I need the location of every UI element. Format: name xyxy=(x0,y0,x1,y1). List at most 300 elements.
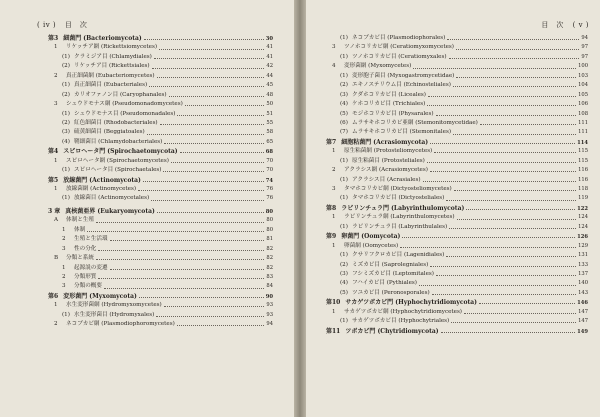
entry-page-number: 140 xyxy=(578,280,588,287)
header-title: 目 次 xyxy=(64,21,88,29)
dot-leader xyxy=(147,134,265,135)
entry-page-number: 90 xyxy=(265,293,273,300)
entry-title: ツユカビ目 (Peronosporales) xyxy=(352,289,430,296)
dot-leader xyxy=(139,297,264,298)
entry-number: 3 xyxy=(62,245,66,252)
entry-number: 2 xyxy=(62,236,66,243)
dot-leader xyxy=(479,303,575,304)
entry-title: ツノホコリカビ目 (Ceratiomyxales) xyxy=(352,53,447,60)
entry-number: (3) xyxy=(340,270,348,277)
entry-title: エキノステリウム目 (Echinosteliales) xyxy=(352,82,451,89)
entry-page-number: 93 xyxy=(266,302,273,309)
entry-title: アクラシス網 (Acrasiomycetes) xyxy=(344,167,428,174)
entry-title: 性の分化 xyxy=(74,245,97,252)
right-page-header xyxy=(538,20,592,30)
toc-entry xyxy=(48,311,273,320)
entry-page-number: 114 xyxy=(577,139,588,146)
entry-title: スピロヘータ網 (Spirochaetomycetes) xyxy=(66,157,169,164)
entry-title: ムラサキホコリカビ目 (Stemonitales) xyxy=(352,129,452,136)
dot-leader xyxy=(456,49,579,50)
entry-title: カリオファノン目 (Caryophanales) xyxy=(74,91,167,98)
toc-entry xyxy=(48,273,273,282)
entry-number: 第11 xyxy=(326,327,341,335)
entry-number: (2) xyxy=(62,91,70,98)
entry-number: 3 章 xyxy=(48,207,61,215)
entry-page-number: 84 xyxy=(266,283,273,290)
dot-leader xyxy=(163,171,264,172)
entry-number: (2) xyxy=(62,63,70,70)
entry-title: ネコブカビ網 (Plasmodiophoromycetes) xyxy=(66,321,175,328)
dot-leader xyxy=(144,39,264,40)
toc-entry xyxy=(48,194,273,203)
entry-page-number: 76 xyxy=(266,195,273,202)
entry-page-number: 76 xyxy=(266,186,273,192)
entry-number: 第7 xyxy=(326,138,337,146)
entry-title: 生殖と生活環 xyxy=(74,236,108,243)
entry-number: 1 xyxy=(54,44,58,51)
entry-number: 第3 xyxy=(48,35,59,42)
entry-page-number: 80 xyxy=(266,217,273,224)
entry-number: (1) xyxy=(62,167,70,174)
toc-entry xyxy=(48,81,273,90)
entry-page-number: 97 xyxy=(581,53,588,60)
entry-page-number: 82 xyxy=(266,264,273,271)
entry-title: 体制 xyxy=(74,226,86,233)
dot-leader xyxy=(157,77,265,78)
toc-entry xyxy=(48,320,273,329)
entry-title: 細菌門 (Bacteriomycota) xyxy=(63,35,142,42)
entry-number: (1) xyxy=(62,311,70,318)
toc-entry xyxy=(326,289,588,298)
entry-number: (1) xyxy=(62,195,70,202)
table-of-contents-left xyxy=(48,34,273,330)
entry-title: サカゲツボカビ目 (Hyphochytriales) xyxy=(352,318,450,325)
entry-number: (4) xyxy=(340,280,348,287)
toc-entry xyxy=(48,292,273,301)
entry-title: 放線菌目 (Actinomycetales) xyxy=(74,195,150,202)
toc-entry xyxy=(326,261,588,270)
toc-entry xyxy=(326,194,588,203)
entry-title: 真核菌亜界 (Eukaryomycota) xyxy=(65,207,155,215)
entry-number: (1) xyxy=(340,318,348,325)
entry-title: 起源説の変遷 xyxy=(74,264,108,271)
dot-leader xyxy=(177,115,264,116)
entry-number: 1 xyxy=(332,308,336,315)
toc-entry xyxy=(326,81,588,90)
entry-page-number: 147 xyxy=(578,308,588,315)
dot-leader xyxy=(446,256,576,257)
entry-title: ラビリンチュラ網 (Labyrinthulomycetes) xyxy=(344,214,455,221)
toc-entry xyxy=(326,43,588,52)
entry-title: 真正細菌目 (Eubacteriales) xyxy=(74,82,148,89)
toc-entry xyxy=(48,138,273,147)
entry-number: 3 xyxy=(62,283,66,290)
entry-page-number: 41 xyxy=(266,44,273,51)
page-number: ( v ) xyxy=(572,21,589,29)
toc-entry xyxy=(326,204,588,213)
dot-leader xyxy=(185,105,265,106)
dot-leader xyxy=(427,162,576,163)
dot-leader xyxy=(446,200,576,201)
entry-number: 1 xyxy=(332,214,336,221)
entry-page-number: 45 xyxy=(266,82,273,89)
entry-page-number: 44 xyxy=(266,72,273,79)
entry-number: (1) xyxy=(62,110,70,117)
entry-number: (3) xyxy=(62,129,70,136)
entry-page-number: 137 xyxy=(578,270,588,277)
dot-leader xyxy=(454,190,576,191)
entry-title: 硫黄細菌目 (Beggiatoales) xyxy=(74,129,145,136)
toc-entry xyxy=(48,100,273,109)
toc-entry xyxy=(326,147,588,156)
dot-leader xyxy=(430,171,576,172)
entry-page-number: 48 xyxy=(266,91,273,98)
toc-entry xyxy=(326,308,588,317)
entry-title: リケッチア目 (Rickettsiales) xyxy=(74,63,150,70)
toc-entry xyxy=(48,128,273,137)
dot-leader xyxy=(171,162,265,163)
entry-page-number: 104 xyxy=(578,82,588,89)
entry-title: ネコブカビ目 (Plasmodiophorales) xyxy=(352,35,446,41)
dot-leader xyxy=(96,222,264,223)
entry-page-number: 42 xyxy=(266,63,273,70)
entry-page-number: 124 xyxy=(578,214,588,221)
entry-page-number: 70 xyxy=(266,167,273,174)
entry-number: (7) xyxy=(340,129,348,136)
left-page xyxy=(0,0,294,417)
entry-page-number: 82 xyxy=(266,245,273,252)
entry-title: 放線菌門 (Actinomycota) xyxy=(63,176,141,184)
dot-leader xyxy=(436,115,577,116)
entry-title: 変形菌網 (Myxomycetes) xyxy=(344,63,412,70)
toc-entry xyxy=(326,298,588,307)
toc-entry xyxy=(326,128,588,137)
entry-page-number: 100 xyxy=(578,63,588,70)
entry-number: 2 xyxy=(54,321,58,328)
entry-title: 分類の概要 xyxy=(74,283,102,290)
entry-number: (6) xyxy=(340,119,348,126)
toc-entry xyxy=(48,207,273,216)
book-gutter xyxy=(294,0,306,417)
entry-page-number: 111 xyxy=(578,119,588,126)
toc-entry xyxy=(48,72,273,81)
toc-entry xyxy=(48,264,273,273)
dot-leader xyxy=(156,316,264,317)
dot-leader xyxy=(154,58,265,59)
entry-title: クダホコリカビ目 (Liceales) xyxy=(352,91,426,98)
dot-leader xyxy=(466,209,575,210)
toc-entry xyxy=(326,232,588,241)
entry-number: 2 xyxy=(62,273,66,280)
entry-number: (1) xyxy=(340,157,348,164)
entry-number: (5) xyxy=(340,110,348,117)
entry-title: スピロヘータ目 (Spirochaetales) xyxy=(74,167,162,174)
entry-number: (3) xyxy=(340,91,348,98)
entry-title: フシミズカビ目 (Leptomitales) xyxy=(352,270,434,277)
entry-number: 1 xyxy=(62,226,66,233)
entry-page-number: 82 xyxy=(266,255,273,262)
entry-number: (2) xyxy=(62,119,70,126)
dot-leader xyxy=(449,228,576,229)
entry-number: (1) xyxy=(340,252,348,259)
entry-number: (2) xyxy=(340,261,348,268)
dot-leader xyxy=(453,86,576,87)
entry-number: 2 xyxy=(54,72,58,79)
toc-entry xyxy=(326,317,588,326)
toc-entry xyxy=(326,327,588,336)
toc-entry xyxy=(326,72,588,81)
entry-page-number: 55 xyxy=(266,119,273,126)
dot-leader xyxy=(430,266,576,267)
toc-entry xyxy=(326,110,588,119)
entry-number: (4) xyxy=(340,101,348,108)
dot-leader xyxy=(456,77,576,78)
dot-leader xyxy=(434,152,576,153)
entry-title: 変形菌門 (Myxomycota) xyxy=(63,292,137,300)
entry-number: 第5 xyxy=(48,176,59,184)
toc-entry xyxy=(48,235,273,244)
dot-leader xyxy=(453,134,576,135)
entry-page-number: 133 xyxy=(578,261,588,268)
entry-title: 変形胞子菌目 (Myxogastromycetidae) xyxy=(352,72,455,79)
dot-leader xyxy=(427,105,576,106)
entry-page-number: 143 xyxy=(578,289,588,296)
entry-page-number: 50 xyxy=(266,101,273,108)
entry-title: ムラサキホコリカビ亜網 (Stemonitomycetidae) xyxy=(352,119,478,126)
toc-entry xyxy=(48,43,273,52)
dot-leader xyxy=(449,58,580,59)
entry-title: ラビリンチュラ目 (Labyrinthulales) xyxy=(352,223,448,230)
entry-number: (1) xyxy=(340,72,348,79)
toc-entry xyxy=(48,301,273,310)
toc-entry xyxy=(326,176,588,185)
dot-leader xyxy=(151,200,264,201)
dot-leader xyxy=(87,231,264,232)
entry-title: モジホコリカビ目 (Physarales) xyxy=(352,110,434,117)
dot-leader xyxy=(164,143,264,144)
entry-title: 原生粘菌目 (Protosteliales) xyxy=(352,157,425,164)
entry-number: 第6 xyxy=(48,292,59,300)
entry-title: ミズカビ目 (Saprolegniales) xyxy=(352,261,429,268)
dot-leader xyxy=(96,259,264,260)
entry-page-number: 74 xyxy=(265,177,273,184)
toc-entry xyxy=(326,119,588,128)
toc-entry xyxy=(48,254,273,263)
entry-title: タマホコリカビ網 (Dictyosteliomycetes) xyxy=(344,186,452,192)
entry-title: サカゲツボカビ門 (Hyphochytridiomycota) xyxy=(345,299,478,307)
dot-leader xyxy=(164,306,265,307)
entry-title: タマホコリカビ目 (Dictyosteliales) xyxy=(352,195,445,202)
entry-page-number: 30 xyxy=(265,36,273,42)
entry-title: 真正細菌網 (Eubacteriomycetes) xyxy=(66,72,155,79)
toc-entry xyxy=(326,53,588,62)
dot-leader xyxy=(110,269,265,270)
dot-leader xyxy=(138,190,264,191)
entry-number: A xyxy=(54,217,59,224)
entry-title: ケホコリカビ目 (Trichiales) xyxy=(352,101,426,108)
entry-page-number: 106 xyxy=(578,101,588,108)
dot-leader xyxy=(157,212,264,213)
dot-leader xyxy=(160,124,265,125)
entry-title: 体制と生殖 xyxy=(66,217,94,224)
toc-entry xyxy=(48,166,273,175)
entry-title: シュウドモナス網 (Pseudomonadomycetes) xyxy=(66,101,183,108)
toc-entry xyxy=(326,251,588,260)
toc-entry xyxy=(326,91,588,100)
dot-leader xyxy=(423,181,577,182)
dot-leader xyxy=(428,96,576,97)
entry-number: (1) xyxy=(62,53,70,60)
toc-entry xyxy=(326,166,588,175)
entry-page-number: 103 xyxy=(578,72,588,79)
page-number: ( iv ) xyxy=(37,21,57,29)
dot-leader xyxy=(159,49,264,50)
dot-leader xyxy=(419,285,576,286)
entry-title: 分類形質 xyxy=(74,273,97,280)
entry-title: ツボカビ門 (Chytridiomycota) xyxy=(345,327,439,335)
toc-entry xyxy=(48,282,273,291)
table-of-contents-right xyxy=(326,34,588,336)
dot-leader xyxy=(430,143,575,144)
entry-number: 1 xyxy=(54,186,58,192)
toc-entry xyxy=(326,138,588,147)
dot-leader xyxy=(177,325,265,326)
entry-page-number: 105 xyxy=(578,91,588,98)
entry-number: 第9 xyxy=(326,233,337,241)
entry-title: 放線菌網 (Actinomycetes) xyxy=(66,186,137,192)
entry-title: シュウドモナス目 (Pseudomonadales) xyxy=(74,110,176,117)
entry-page-number: 129 xyxy=(578,242,588,249)
entry-number: 2 xyxy=(332,167,336,174)
dot-leader xyxy=(441,332,576,333)
dot-leader xyxy=(457,219,577,220)
entry-number: (1) xyxy=(340,223,348,230)
entry-number: 4 xyxy=(332,63,336,70)
entry-page-number: 116 xyxy=(578,167,588,174)
entry-number: (1) xyxy=(340,176,348,183)
entry-title: 水生変形菌目 (Hydromyxales) xyxy=(74,311,155,318)
entry-number: (1) xyxy=(340,35,348,41)
right-page xyxy=(306,0,600,417)
entry-title: リケッチア網 (Rickettsiomycetes) xyxy=(66,44,158,51)
entry-page-number: 58 xyxy=(266,129,273,136)
entry-page-number: 81 xyxy=(266,236,273,243)
entry-page-number: 80 xyxy=(266,226,273,233)
toc-entry xyxy=(48,62,273,71)
entry-page-number: 83 xyxy=(266,273,273,280)
entry-number: 1 xyxy=(54,302,58,309)
entry-page-number: 94 xyxy=(581,35,588,41)
toc-entry xyxy=(326,242,588,251)
entry-page-number: 149 xyxy=(577,328,588,335)
entry-page-number: 122 xyxy=(577,205,588,212)
dot-leader xyxy=(402,237,575,238)
dot-leader xyxy=(110,240,265,241)
entry-title: アクラシス目 (Acrasiales) xyxy=(352,176,421,183)
entry-page-number: 51 xyxy=(266,110,273,117)
entry-number: (5) xyxy=(340,289,348,296)
entry-page-number: 124 xyxy=(578,223,588,230)
toc-entry xyxy=(326,62,588,71)
toc-entry xyxy=(326,100,588,109)
toc-entry xyxy=(48,147,273,156)
entry-title: 卵菌網 (Oomycetes) xyxy=(344,242,399,249)
entry-number: 3 xyxy=(332,44,336,51)
dot-leader xyxy=(436,275,576,276)
entry-page-number: 65 xyxy=(266,138,273,145)
toc-entry xyxy=(326,157,588,166)
entry-page-number: 108 xyxy=(578,110,588,117)
entry-title: クラミジア目 (Chlamydiales) xyxy=(74,53,152,60)
entry-title: 細胞粘菌門 (Acrasiomycota) xyxy=(341,138,429,146)
dot-leader xyxy=(413,68,576,69)
entry-number: 1 xyxy=(332,242,336,249)
entry-page-number: 146 xyxy=(577,300,588,307)
dot-leader xyxy=(432,294,576,295)
entry-title: 卵菌門 (Oomycota) xyxy=(341,233,401,241)
dot-leader xyxy=(149,86,264,87)
toc-entry xyxy=(48,110,273,119)
toc-entry xyxy=(326,213,588,222)
entry-page-number: 116 xyxy=(578,176,588,183)
entry-number: 1 xyxy=(62,264,66,271)
entry-page-number: 93 xyxy=(266,311,273,318)
toc-entry xyxy=(326,223,588,232)
entry-title: 紅色細菌目 (Rhodobacteriales) xyxy=(74,119,158,126)
entry-page-number: 131 xyxy=(578,252,588,259)
entry-number: B xyxy=(54,255,59,262)
dot-leader xyxy=(98,250,264,251)
entry-title: 原生粘菌網 (Protosteliomycetes) xyxy=(344,148,433,155)
entry-page-number: 111 xyxy=(578,129,588,136)
entry-number: (1) xyxy=(340,53,348,60)
entry-page-number: 94 xyxy=(266,321,273,328)
header-title: 目 次 xyxy=(541,21,564,29)
entry-title: ラビリンチュラ門 (Labyrinthulomycota) xyxy=(341,204,465,212)
entry-page-number: 115 xyxy=(578,148,588,155)
entry-number: 3 xyxy=(54,101,58,108)
entry-number: 第10 xyxy=(326,299,341,307)
entry-page-number: 80 xyxy=(265,208,273,215)
entry-title: ツノホコリカビ網 (Ceratiomyxomycetes) xyxy=(344,44,454,51)
dot-leader xyxy=(451,322,576,323)
dot-leader xyxy=(480,124,576,125)
toc-entry xyxy=(48,185,273,194)
dot-leader xyxy=(143,181,264,182)
entry-number: 1 xyxy=(332,148,336,155)
entry-number: 1 xyxy=(54,157,58,164)
dot-leader xyxy=(180,152,264,153)
dot-leader xyxy=(152,68,265,69)
entry-page-number: 119 xyxy=(578,195,588,202)
entry-number: 第8 xyxy=(326,204,337,212)
entry-page-number: 97 xyxy=(581,44,588,51)
entry-title: 鞘細菌目 (Chlamydobacteriales) xyxy=(74,138,163,145)
toc-entry xyxy=(326,34,588,43)
entry-page-number: 41 xyxy=(266,53,273,60)
entry-page-number: 115 xyxy=(578,157,588,164)
left-page-header xyxy=(34,20,90,30)
entry-title: スピロヘータ門 (Spirochaetomycota) xyxy=(63,148,178,156)
dot-leader xyxy=(400,247,576,248)
entry-title: サカゲツボカビ網 (Hyphochytridiomycetes) xyxy=(344,308,462,315)
entry-number: (2) xyxy=(340,82,348,89)
toc-entry xyxy=(326,270,588,279)
dot-leader xyxy=(98,278,264,279)
entry-title: クサリフクロカビ目 (Lagenidiales) xyxy=(352,252,445,259)
entry-number: (1) xyxy=(340,195,348,202)
entry-number: (4) xyxy=(62,138,70,145)
